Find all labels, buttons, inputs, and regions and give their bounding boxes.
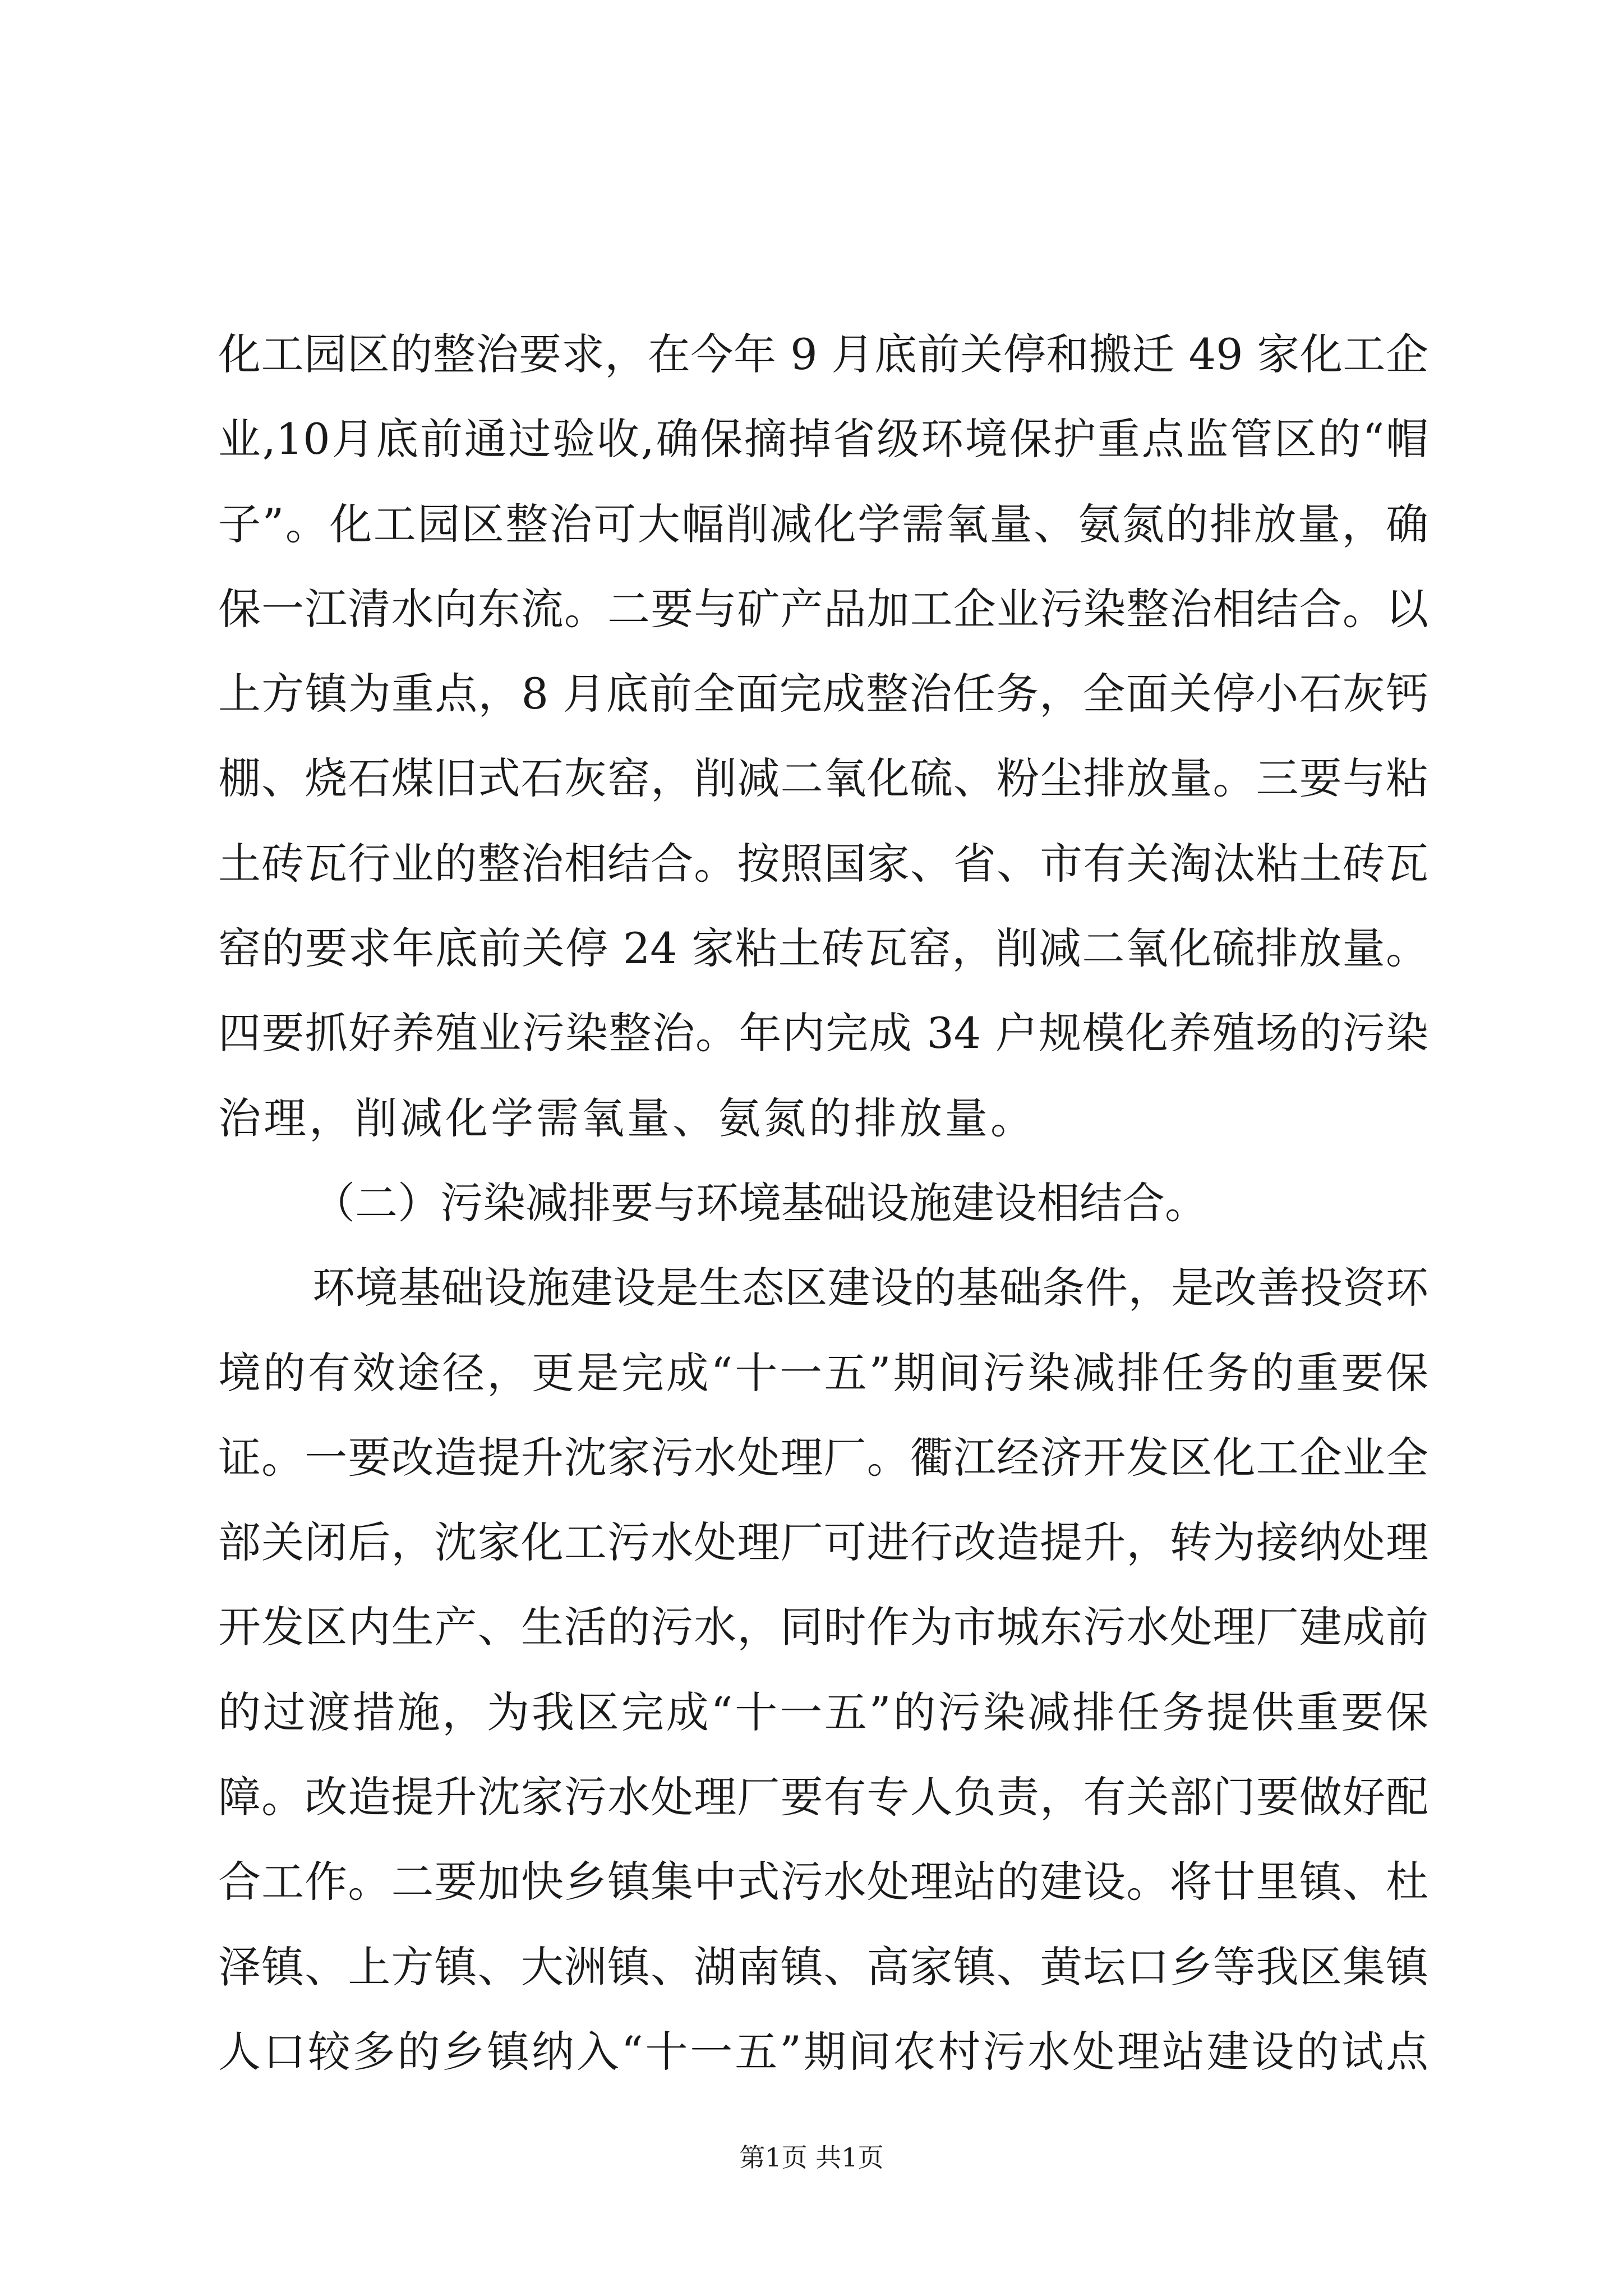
text-line: 合工作。二要加快乡镇集中式污水处理站的建设。将廿里镇、杜 [218, 1857, 1428, 1907]
text-line: 障。改造提升沈家污水处理厂要有专人负责，有关部门要做好配 [218, 1772, 1428, 1823]
paragraph-2 [218, 1245, 1428, 2094]
text-line: 化工园区的整治要求，在今年 9 月底前关停和搬迁 49 家化工企 [218, 329, 1428, 379]
text-line: 子”。化工园区整治可大幅削减化学需氧量、氨氮的排放量，确 [218, 499, 1428, 549]
text-line: 治理，削减化学需氧量、氨氮的排放量。 [218, 1093, 1036, 1143]
section-heading: （二）污染减排要与环境基础设施建设相结合。 [312, 1177, 1207, 1228]
text-line: 泽镇、上方镇、大洲镇、湖南镇、高家镇、黄坛口乡等我区集镇 [218, 1941, 1428, 1992]
text-line: 环境基础设施建设是生态区建设的基础条件，是改善投资环 [312, 1263, 1428, 1313]
text-line: 保一江清水向东流。二要与矿产品加工企业污染整治相结合。以 [218, 583, 1428, 634]
text-line: 的过渡措施，为我区完成“十一五”的污染减排任务提供重要保 [218, 1687, 1428, 1737]
page-number-footer: 第1页 共1页 [739, 2142, 884, 2173]
text-line: 境的有效途径，更是完成“十一五”期间污染减排任务的重要保 [218, 1347, 1428, 1398]
text-line: 开发区内生产、生活的污水，同时作为市城东污水处理厂建成前 [218, 1602, 1428, 1653]
document-body [218, 312, 1428, 2094]
text-line: 窑的要求年底前关停 24 家粘土砖瓦窑，削减二氧化硫排放量。 [218, 923, 1428, 974]
paragraph-1 [218, 312, 1428, 1161]
text-line: 人口较多的乡镇纳入“十一五”期间农村污水处理站建设的试点 [218, 2026, 1428, 2077]
text-line: 土砖瓦行业的整治相结合。按照国家、省、市有关淘汰粘土砖瓦 [218, 838, 1428, 889]
text-line: 棚、烧石煤旧式石灰窑，削减二氧化硫、粉尘排放量。三要与粘 [218, 753, 1428, 804]
text-line: 部关闭后，沈家化工污水处理厂可进行改造提升，转为接纳处理 [218, 1517, 1428, 1568]
text-line: 业,10月底前通过验收,确保摘掉省级环境保护重点监管区的“帽 [218, 414, 1428, 464]
text-line: 证。一要改造提升沈家污水处理厂。衢江经济开发区化工企业全 [218, 1432, 1428, 1483]
text-line: 上方镇为重点，8 月底前全面完成整治任务，全面关停小石灰钙 [218, 669, 1428, 719]
text-line: 四要抓好养殖业污染整治。年内完成 34 户规模化养殖场的污染 [218, 1008, 1428, 1059]
